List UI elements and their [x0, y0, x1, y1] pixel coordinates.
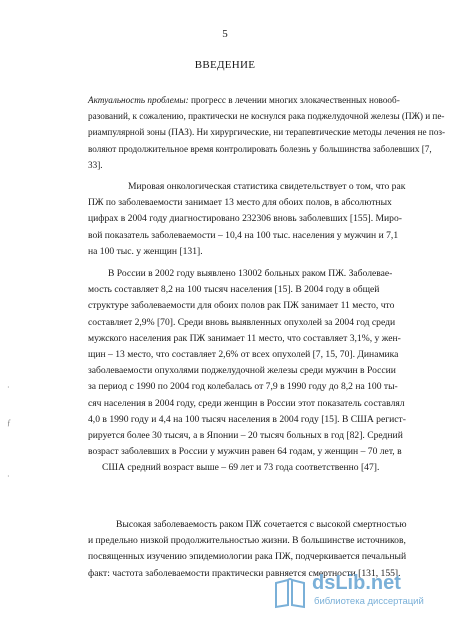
paragraph-line: мость составляет 8,2 на 100 тысяч населения [15]. В 2004 году в общей — [88, 284, 380, 296]
paragraph-line: сяч населения в 2004 году, среди женщин в России этот показатель составлял — [88, 397, 405, 409]
paragraph-line: посвященных изучению эпидемиологии рака ПЖ, подчеркивается печальный — [88, 551, 407, 563]
paragraph-line: США средний возраст выше – 69 лет и 73 года соответственно [47]. — [102, 462, 380, 474]
paragraph-line: 4,0 в 1990 году и 4,4 на 100 тысяч населения в 2004 году [15]. В США регист- — [88, 413, 406, 425]
scan-margin-mark: · — [7, 383, 10, 392]
dslib-watermark — [270, 572, 448, 612]
paragraph-line: Актуальность проблемы: прогресс в лечении многих злокачественных новооб- — [88, 95, 400, 105]
italic-lead: Актуальность проблемы: — [88, 95, 189, 105]
watermark-title: dsLib.net — [312, 572, 401, 594]
paragraph-line: факт: частота заболеваемости практически равняется смертности [131, 155]. — [88, 567, 401, 579]
paragraph-line: на 100 тыс. у женщин [131]. — [88, 245, 203, 257]
paragraph-russia-statistics — [88, 266, 406, 477]
paragraph-line: Мировая онкологическая статистика свидетельствует о том, что рак — [128, 181, 406, 192]
paragraph-relevance — [88, 92, 446, 173]
page-number: 5 — [222, 28, 228, 40]
paragraph-line: В России в 2002 году выявлено 13002 больных раком ПЖ. Заболевае- — [108, 268, 393, 279]
paragraph-line: и предельно низкой продолжительностью жизни. В большинстве источников, — [88, 535, 406, 547]
paragraph-line: щин – 13 место, что составляет 2,6% от всех опухолей [7, 15, 70]. Динамика — [88, 349, 399, 361]
paragraph-line: вой показатель заболеваемости – 10,4 на 100 тыс. населения у мужчин и 7,1 — [88, 229, 399, 241]
paragraph-line: рируется более 30 тысяч, а в Японии – 20 тысяч больных в год [82]. Средний — [88, 430, 403, 442]
paragraph-line: риампулярной зоны (ПАЗ). Ни хирургические, ни терапевтические методы лечения не поз- — [88, 127, 446, 138]
paragraph-line: разований, к сожалению, практически не коснулся рака поджелудочной железы (ПЖ) и пе- — [88, 111, 445, 122]
paragraph-line: возраст заболевших в России у мужчин равен 64 годам, у женщин – 70 лет, в — [88, 446, 402, 458]
paragraph-line: структуре заболеваемости для обоих полов рак ПЖ занимает 11 место, что — [88, 300, 395, 312]
scan-margin-mark: · — [7, 472, 10, 481]
paragraph-line: составляет 2,9% [70]. Среди вновь выявленных опухолей за 2004 год среди — [88, 316, 396, 328]
paragraph-line: Высокая заболеваемость раком ПЖ сочетается с высокой смертностью — [116, 519, 407, 530]
paragraph-line: за период с 1990 по 2004 год колебалась от 7,9 в 1990 году до 8,2 на 100 ты- — [88, 381, 398, 393]
paragraph-line: цифрах в 2004 году диагностировано 232306 вновь заболевших [155]. Миро- — [88, 213, 402, 225]
book-icon — [272, 575, 308, 609]
paragraph-line: ПЖ по заболеваемости занимает 13 место для обоих полов, в абсолютных — [88, 197, 392, 209]
paragraph-line: 33]. — [88, 159, 103, 170]
scan-margin-mark: ƒ — [7, 418, 11, 427]
paragraph-line: мужского населения рак ПЖ занимает 11 место, что составляет 3,1%, у жен- — [88, 332, 401, 344]
paragraph-line: заболеваемости опухолями поджелудочной железы среди мужчин в России — [88, 365, 396, 377]
paragraph-line: воляют продолжительное время контролировать болезнь у большинства заболевших [7, — [88, 143, 432, 154]
paragraph-world-statistics — [88, 179, 406, 260]
section-heading: ВВЕДЕНИЕ — [194, 59, 256, 71]
watermark-subtitle: библиотека диссертаций — [314, 596, 424, 607]
